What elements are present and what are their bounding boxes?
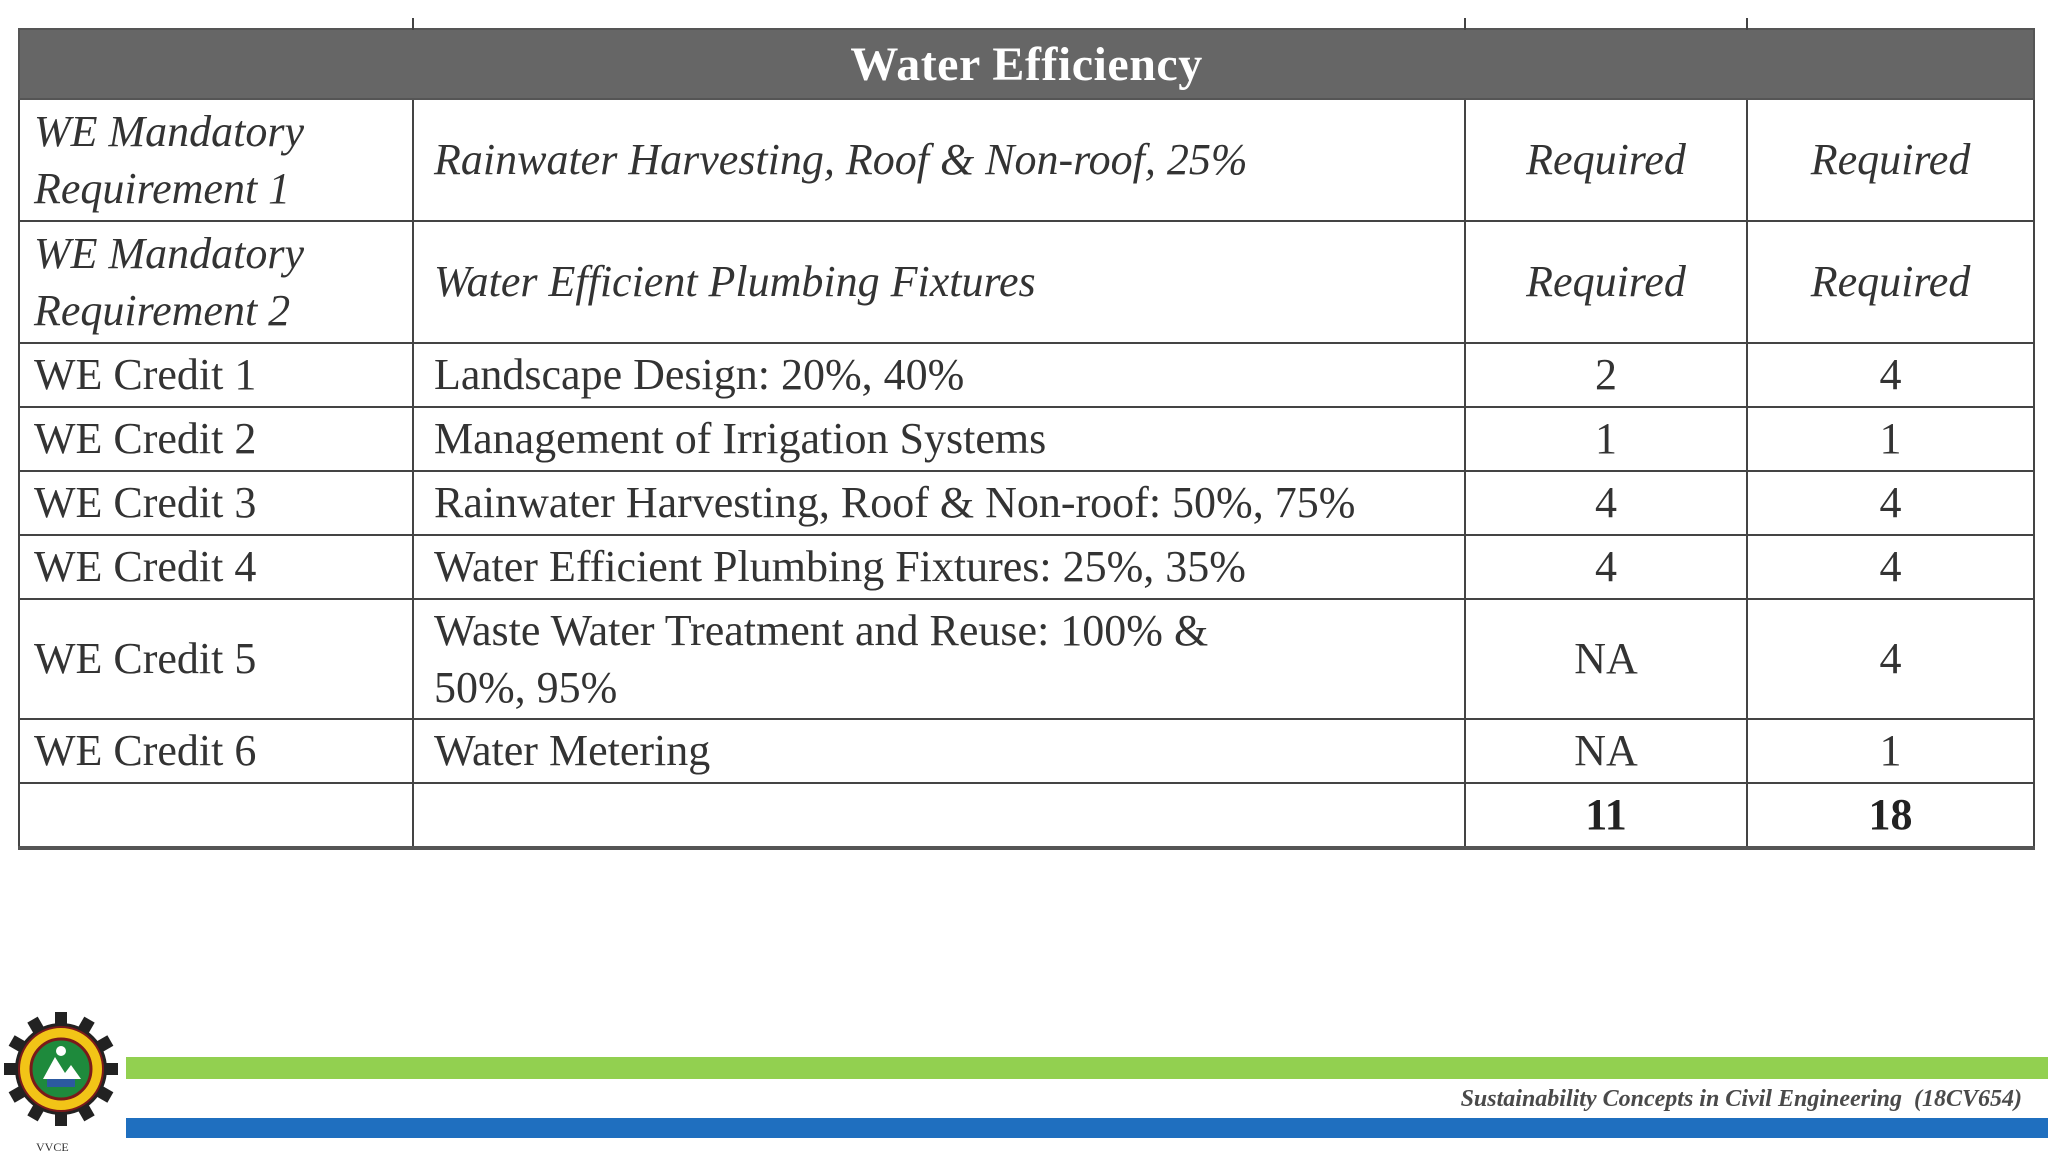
row-code: WE Mandatory Requirement 1 xyxy=(19,99,413,221)
row-description: Water Efficient Plumbing Fixtures: 25%, 35% xyxy=(413,535,1465,599)
row-value-col4: 4 xyxy=(1747,343,2034,407)
footer-course-caption: Sustainability Concepts in Civil Engineering (18CV654) xyxy=(1460,1086,2022,1112)
row-value-col3: NA xyxy=(1465,719,1747,783)
row-value-col3: 1 xyxy=(1465,407,1747,471)
total-col3: 11 xyxy=(1465,783,1747,848)
row-value-col3: Required xyxy=(1465,99,1747,221)
tick-mark xyxy=(1464,18,1466,30)
table-row xyxy=(19,719,2034,783)
row-value-col3: Required xyxy=(1465,221,1747,343)
row-value-col4: 4 xyxy=(1747,599,2034,719)
logo-label: VVCE xyxy=(36,1140,69,1154)
row-value-col3: NA xyxy=(1465,599,1747,719)
tick-mark xyxy=(1746,18,1748,30)
college-gear-emblem-icon xyxy=(4,1012,118,1126)
water-efficiency-table-container xyxy=(18,28,2033,850)
table-row xyxy=(19,221,2034,343)
table-totals-row xyxy=(19,783,2034,848)
water-efficiency-table xyxy=(18,28,2035,850)
row-code: WE Credit 3 xyxy=(19,471,413,535)
table-row xyxy=(19,471,2034,535)
row-code: WE Credit 5 xyxy=(19,599,413,719)
footer-green-bar xyxy=(126,1057,2048,1079)
row-description: Landscape Design: 20%, 40% xyxy=(413,343,1465,407)
row-code: WE Credit 6 xyxy=(19,719,413,783)
table-row xyxy=(19,99,2034,221)
row-code: WE Credit 4 xyxy=(19,535,413,599)
row-value-col3: 4 xyxy=(1465,471,1747,535)
footer-blue-bar xyxy=(126,1118,2048,1138)
table-row xyxy=(19,407,2034,471)
table-row xyxy=(19,535,2034,599)
totals-empty-cell xyxy=(19,783,413,848)
row-value-col4: 4 xyxy=(1747,535,2034,599)
row-value-col4: Required xyxy=(1747,99,2034,221)
row-value-col3: 4 xyxy=(1465,535,1747,599)
row-description: Rainwater Harvesting, Roof & Non-roof: 50%, 75% xyxy=(413,471,1465,535)
row-value-col4: 4 xyxy=(1747,471,2034,535)
table-row xyxy=(19,599,2034,719)
row-description: Water Metering xyxy=(413,719,1465,783)
row-description: Waste Water Treatment and Reuse: 100% & 50%, 95% xyxy=(413,599,1465,719)
totals-empty-cell xyxy=(413,783,1465,848)
row-value-col4: 1 xyxy=(1747,407,2034,471)
table-title-row xyxy=(19,29,2034,99)
row-value-col4: 1 xyxy=(1747,719,2034,783)
row-value-col4: Required xyxy=(1747,221,2034,343)
row-code: WE Credit 2 xyxy=(19,407,413,471)
row-code: WE Credit 1 xyxy=(19,343,413,407)
row-description: Water Efficient Plumbing Fixtures xyxy=(413,221,1465,343)
table-top-ticks xyxy=(18,18,2033,30)
row-code: WE Mandatory Requirement 2 xyxy=(19,221,413,343)
row-description: Rainwater Harvesting, Roof & Non-roof, 25% xyxy=(413,99,1465,221)
table-row xyxy=(19,343,2034,407)
tick-mark xyxy=(412,18,414,30)
row-value-col3: 2 xyxy=(1465,343,1747,407)
table-title: Water Efficiency xyxy=(19,29,2034,99)
total-col4: 18 xyxy=(1747,783,2034,848)
row-description: Management of Irrigation Systems xyxy=(413,407,1465,471)
